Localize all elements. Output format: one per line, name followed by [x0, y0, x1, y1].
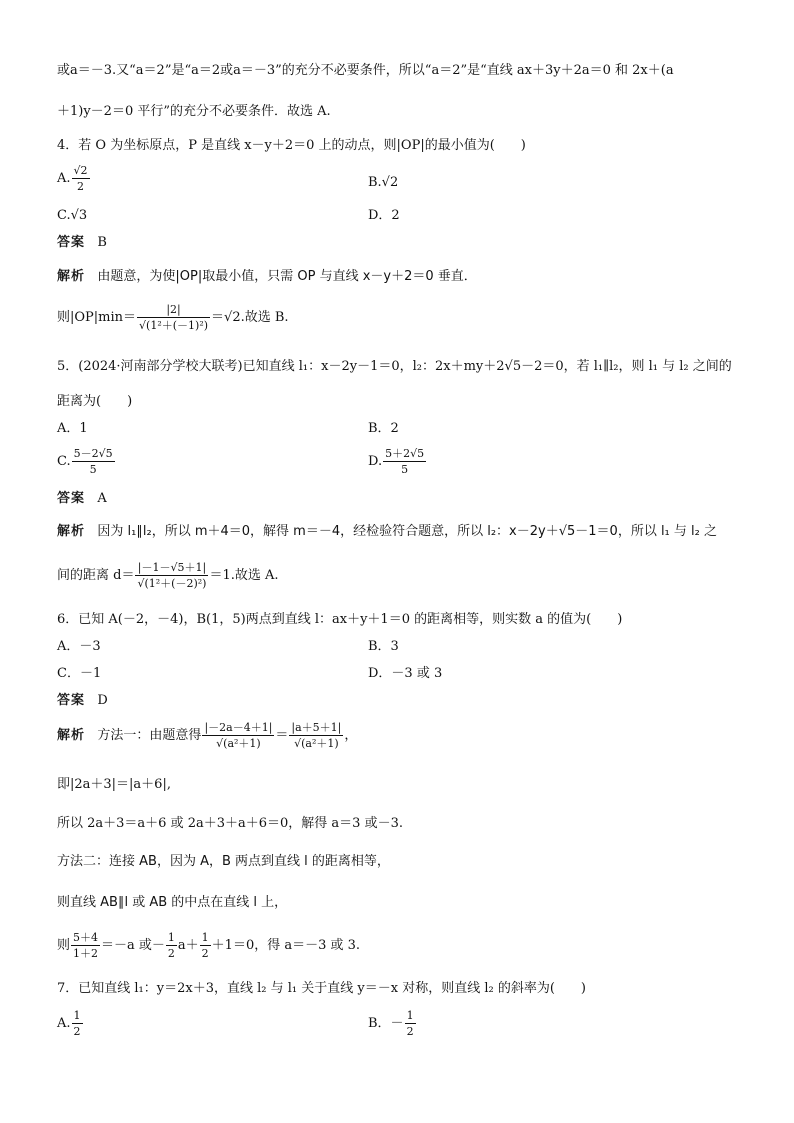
- denominator: 2: [73, 1025, 81, 1038]
- formula-line: [57, 930, 360, 961]
- denominator: 5: [89, 463, 97, 476]
- answer-label: 答案: [57, 235, 86, 250]
- denominator: √(1²＋(－1)²): [139, 319, 209, 332]
- denominator: 2: [406, 1025, 414, 1038]
- formula-text: a＋: [177, 938, 199, 953]
- fraction: [200, 930, 211, 961]
- numerator: 5＋4: [73, 931, 99, 944]
- formula-prefix: 则: [57, 938, 71, 953]
- formula-suffix: ＝1.故选 A.: [209, 568, 279, 583]
- option-b: B.√2: [368, 175, 399, 190]
- option-label: B．－: [368, 1016, 404, 1031]
- option-c: [57, 446, 116, 477]
- option-label: A.: [57, 171, 71, 186]
- option-a: A．1: [57, 421, 88, 436]
- analysis-text: 方法一：由题意得: [97, 728, 202, 743]
- fraction: [135, 560, 208, 591]
- numerator: 1: [406, 1009, 414, 1022]
- denominator: 1＋2: [73, 947, 99, 960]
- denominator: √(a²＋1): [216, 737, 261, 750]
- numerator: |a＋5＋1|: [291, 721, 342, 734]
- numerator: |2|: [137, 302, 210, 318]
- numerator: 1: [201, 931, 209, 944]
- fraction: [71, 930, 100, 961]
- option-d: D．2: [368, 208, 400, 223]
- denominator: √(1²＋(－2)²): [137, 577, 207, 590]
- denominator: 2: [201, 947, 209, 960]
- question-5: 5．(2024·河南部分学校大联考)已知直线 l₁：x－2y－1＝0，l₂：2x＋my＋2√5－2＝0，若 l₁∥l₂，则 l₁ 与 l₂ 之间的: [57, 359, 732, 374]
- option-d: [368, 446, 427, 477]
- formula-prefix: 则|OP|min＝: [57, 310, 137, 325]
- analysis-label: 解析: [57, 524, 86, 539]
- option-c: C.√3: [57, 208, 88, 223]
- formula-suffix: ＋1＝0，得 a＝－3 或 3.: [211, 938, 361, 953]
- numerator: |－1－√5＋1|: [135, 560, 208, 576]
- option-label: D.: [368, 454, 383, 469]
- analysis-line: 解析 方法一：由题意得 $\frac{|-2a-4+1|}{\text{√(a²＋1)}}$ ＝ $\frac{|a+5+1|}{\text{√(a²＋1)}}$ ，: [57, 721, 358, 750]
- numerator: 1: [167, 931, 175, 944]
- fraction: [72, 163, 90, 194]
- answer-line: [57, 692, 108, 710]
- fraction: [202, 720, 274, 751]
- text-line: 所以 2a＋3＝a＋6 或 2a＋3＋a＋6＝0，解得 a＝3 或－3.: [57, 816, 403, 831]
- fraction: [289, 720, 343, 751]
- denominator: √(a²＋1): [294, 737, 339, 750]
- question-4: 4．若 O 为坐标原点，P 是直线 x－y＋2＝0 上的动点，则|OP|的最小值为( ): [57, 138, 526, 153]
- answer-value: B: [97, 235, 107, 250]
- answer-label: 答案: [57, 693, 86, 708]
- text-line: 则直线 AB∥l 或 AB 的中点在直线 l 上，: [57, 895, 288, 910]
- analysis-text: 由题意，为使|OP|取最小值，只需 OP 与直线 x－y＋2＝0 垂直．: [97, 269, 477, 284]
- option-b: B．3: [368, 639, 399, 654]
- denominator: 2: [77, 180, 85, 193]
- fraction: [72, 1008, 83, 1039]
- analysis-line: [57, 268, 477, 286]
- text-line: 方法二：连接 AB，因为 A，B 两点到直线 l 的距离相等，: [57, 854, 390, 869]
- fraction: [405, 1008, 416, 1039]
- option-a: [57, 1008, 84, 1039]
- answer-label: 答案: [57, 491, 86, 506]
- option-d: D．－3 或 3: [368, 666, 443, 681]
- question-5-cont: 距离为( ): [57, 394, 133, 409]
- denominator: 5: [401, 463, 409, 476]
- numerator: |－2a－4＋1|: [204, 721, 273, 734]
- analysis-label: 解析: [57, 728, 86, 743]
- option-b: B．2: [368, 421, 399, 436]
- option-a: [57, 163, 91, 194]
- text-line: 即|2a＋3|＝|a＋6|,: [57, 777, 171, 792]
- formula-text: ＝－a 或－: [101, 938, 165, 953]
- formula-suffix: ，: [344, 728, 358, 743]
- fraction: [166, 930, 177, 961]
- answer-line: [57, 490, 107, 508]
- fraction: [383, 446, 426, 477]
- option-label: C.: [57, 454, 71, 469]
- option-c: C．－1: [57, 666, 102, 681]
- fraction: [137, 302, 210, 333]
- option-label: A.: [57, 1016, 71, 1031]
- numerator: 5＋2√5: [385, 447, 425, 460]
- question-6: 6．已知 A(－2，－4)，B(1，5)两点到直线 l：ax＋y＋1＝0 的距离相等，则实数 a 的值为( ): [57, 612, 623, 627]
- analysis-label: 解析: [57, 269, 86, 284]
- fraction: [72, 446, 115, 477]
- option-b: [368, 1008, 417, 1039]
- numerator: √2: [73, 164, 88, 177]
- question-7: 7．已知直线 l₁：y＝2x＋3，直线 l₂ 与 l₁ 关于直线 y＝－x 对称，则直线 l₂ 的斜率为( ): [57, 981, 586, 996]
- text-line: ＋1)y－2＝0 平行”的充分不必要条件．故选 A.: [57, 104, 331, 119]
- answer-line: [57, 234, 107, 252]
- analysis-line: [57, 523, 717, 541]
- answer-value: A: [97, 491, 107, 506]
- formula-suffix: ＝√2.故选 B.: [211, 310, 289, 325]
- answer-value: D: [97, 693, 108, 708]
- text-line: 或a＝－3.又“a＝2”是“a＝2或a＝－3”的充分不必要条件，所以“a＝2”是“直线 ax＋3y＋2a＝0 和 2x＋(a: [57, 63, 674, 78]
- numerator: 5－2√5: [73, 447, 113, 460]
- option-a: A．－3: [57, 639, 101, 654]
- formula-line: [57, 302, 289, 333]
- denominator: 2: [167, 947, 175, 960]
- analysis-text: 因为 l₁∥l₂，所以 m＋4＝0，解得 m＝－4，经检验符合题意，所以 l₂：x－2y＋√5－1＝0，所以 l₁ 与 l₂ 之: [97, 524, 717, 539]
- formula-line: [57, 560, 279, 591]
- numerator: 1: [73, 1009, 81, 1022]
- formula-prefix: 间的距离 d＝: [57, 568, 135, 583]
